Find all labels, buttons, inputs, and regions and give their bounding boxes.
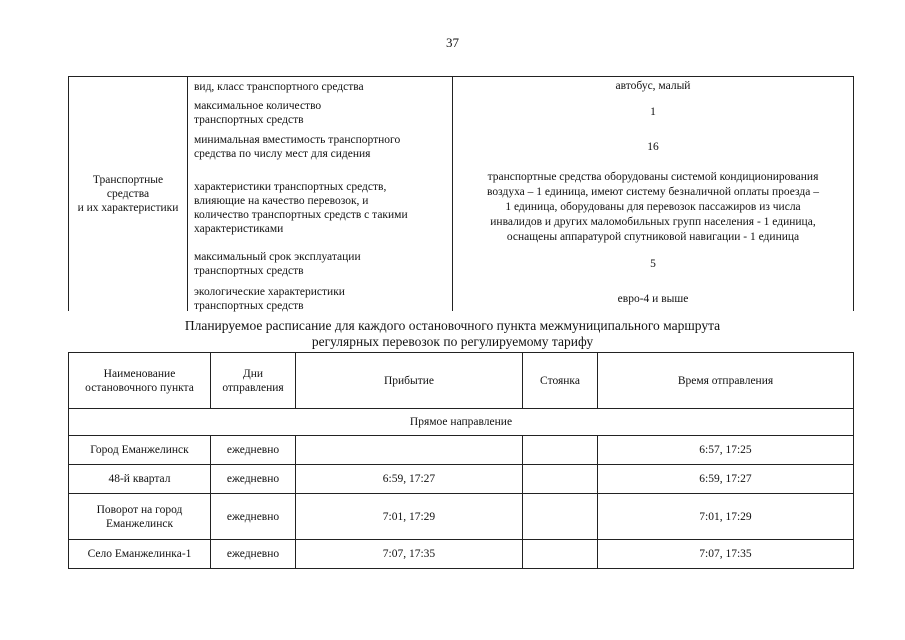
schedule-title-line-1: Планируемое расписание для каждого остановочного пункта межмуниципального маршрута bbox=[184, 318, 721, 333]
char-value-max-count: 1 bbox=[650, 106, 656, 118]
stop-name: 48-й квартал bbox=[69, 465, 211, 494]
page-number: 37 bbox=[446, 35, 459, 50]
char-value-max-age: 5 bbox=[650, 258, 656, 270]
vehicle-characteristics-table bbox=[68, 76, 854, 311]
char-name-min-capacity: минимальная вместимость транспортного средства по числу мест для сидения bbox=[194, 134, 401, 160]
stop-name: Поворот на город Еманжелинск bbox=[69, 494, 211, 540]
characteristic-values bbox=[453, 77, 854, 312]
arrival-time bbox=[296, 436, 523, 465]
char-name-max-age: максимальный срок эксплуатации транспортных средств bbox=[194, 251, 361, 277]
char-name-quality: характеристики транспортных средств, влияющие на качество перевозок, и количество транспортных средств с такими характеристиками bbox=[194, 181, 408, 235]
char-name-ecology: экологические характеристики транспортных средств bbox=[194, 286, 345, 312]
stop-name: Село Еманжелинка-1 bbox=[69, 540, 211, 569]
header-days: Дни отправления bbox=[211, 353, 296, 409]
stop-name: Город Еманжелинск bbox=[69, 436, 211, 465]
char-value-ecology: евро-4 и выше bbox=[617, 293, 689, 305]
header-stay: Стоянка bbox=[523, 353, 598, 409]
char-value-quality: транспортные средства оборудованы системой кондиционирования воздуха – 1 единица, имеют систему безналичной оплаты проезда – 1 единица, оборудованы для перевозок пассажиров из числа инвалидов и других маломобильных групп населения - 1 единица, оснащены аппаратурой спутниковой навигации - 1 единица bbox=[487, 171, 819, 243]
stay-time bbox=[523, 494, 598, 540]
arrival-time: 7:07, 17:35 bbox=[296, 540, 523, 569]
stay-time bbox=[523, 436, 598, 465]
table-row bbox=[69, 465, 854, 494]
departure-time: 6:57, 17:25 bbox=[598, 436, 854, 465]
header-arrival: Прибытие bbox=[296, 353, 523, 409]
char-name-type: вид, класс транспортного средства bbox=[194, 81, 364, 93]
header-stop: Наименование остановочного пункта bbox=[69, 353, 211, 409]
schedule-table bbox=[68, 352, 854, 569]
departure-days: ежедневно bbox=[211, 494, 296, 540]
direction-label: Прямое направление bbox=[69, 409, 854, 436]
schedule-header-row bbox=[69, 353, 854, 409]
arrival-time: 6:59, 17:27 bbox=[296, 465, 523, 494]
departure-days: ежедневно bbox=[211, 436, 296, 465]
vehicles-group-label: Транспортные средства и их характеристики bbox=[69, 77, 188, 312]
char-value-min-capacity: 16 bbox=[647, 141, 659, 153]
departure-days: ежедневно bbox=[211, 465, 296, 494]
arrival-time: 7:01, 17:29 bbox=[296, 494, 523, 540]
schedule-title-line-2: регулярных перевозок по регулируемому тарифу bbox=[311, 334, 594, 349]
char-value-type: автобус, малый bbox=[615, 80, 691, 92]
stay-time bbox=[523, 465, 598, 494]
table-row bbox=[69, 540, 854, 569]
table-row bbox=[69, 494, 854, 540]
departure-time: 7:07, 17:35 bbox=[598, 540, 854, 569]
direction-row bbox=[69, 409, 854, 436]
stay-time bbox=[523, 540, 598, 569]
char-name-max-count: максимальное количество транспортных средств bbox=[194, 100, 322, 126]
characteristic-names bbox=[188, 77, 453, 312]
departure-time: 7:01, 17:29 bbox=[598, 494, 854, 540]
table-row bbox=[69, 436, 854, 465]
departure-days: ежедневно bbox=[211, 540, 296, 569]
header-departure: Время отправления bbox=[598, 353, 854, 409]
departure-time: 6:59, 17:27 bbox=[598, 465, 854, 494]
